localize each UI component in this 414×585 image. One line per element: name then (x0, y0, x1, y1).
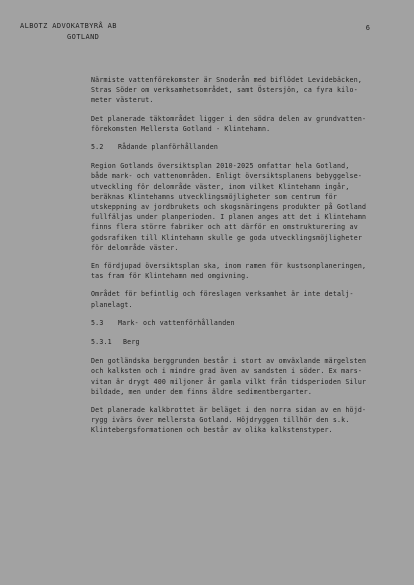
text-line: rygg ivärs över mellersta Gotland. Höjdryggen tillhör den s.k. (91, 416, 350, 425)
text-line: beräknas Klintehamns utvecklingsmöjligheter som centrum för (91, 192, 338, 201)
text-line: bildade, men under dem finns äldre sedimentbergarter. (91, 387, 312, 396)
text-line: och kalksten och i mindre grad även av sandsten i söder. Ex mars- (91, 367, 363, 376)
text-line: Stras Söder om verksamhetsområdet, samt Östersjön, ca fyra kilo- (91, 86, 358, 95)
text-line: Region Gotlands översiktsplan 2010-2025 omfattar hela Gotland, (91, 162, 350, 171)
document-body (91, 75, 381, 444)
text-line: Klintebergsformationen och består av olika kalkstenstyper. (91, 426, 333, 435)
text-line: vitan är drygt 400 miljoner år gamla vilkt från tidsperioden Silur (91, 377, 367, 386)
text-line: Närmiste vattenförekomster är Snoderån med biflödet Levidebäcken, (91, 76, 363, 84)
text-line: förekomsten Mellersta Gotland - Klintehamn. (91, 124, 271, 133)
text-line: utskeppning av jordbrukets och skogsnäringens produkter på Gotland (91, 203, 367, 212)
section-heading (91, 142, 381, 152)
letterhead (20, 22, 117, 41)
text-line: tas fram för Klintehamn med omgivning. (91, 272, 250, 281)
text-line: utveckling för delområde väster, inom vilket Klintehamn ingår, (91, 182, 350, 191)
paragraph (91, 75, 381, 106)
text-line: planelagt. (91, 300, 133, 309)
section-heading (91, 337, 381, 347)
text-line: meter västerut. (91, 96, 154, 105)
text-line: Den gotländska berggrunden består i stort av omväxlande märgelsten (91, 357, 367, 366)
section-number: 5.2 (91, 143, 104, 152)
paragraph (91, 114, 381, 134)
text-line: Området för befintlig och föreslagen verksamhet är inte detalj- (91, 290, 354, 299)
section-title: Mark- och vattenförhållanden (118, 318, 235, 327)
text-line: En fördjupad översiktsplan ska, inom ramen för kustsonplaneringen, (91, 262, 367, 271)
text-line: Det planerade kalkbrottet är beläget i den norra sidan av en höjd- (91, 406, 367, 415)
text-line: finns flera större fabriker och att därför en omstrukturering av (91, 223, 358, 232)
firm-name: ALBOTZ ADVOKATBYRÅ AB (20, 22, 117, 30)
text-line: fullfäljas under planperioden. I planen anges att det i Klintehamn (91, 213, 367, 222)
paragraph (91, 261, 381, 281)
paragraph (91, 405, 381, 436)
text-line: både mark- och vattenområden. Enligt översiktsplanens bebyggelse- (91, 172, 363, 181)
section-number: 5.3 (91, 318, 104, 327)
paragraph (91, 356, 381, 397)
text-line: för delområde väster. (91, 243, 179, 252)
paragraph (91, 289, 381, 309)
firm-subtitle: GOTLAND (67, 33, 100, 41)
section-number: 5.3.1 (91, 338, 112, 347)
section-title: Berg (123, 338, 140, 347)
section-title: Rådande planförhållanden (118, 143, 219, 152)
paragraph (91, 161, 381, 253)
page-number: 6 (365, 24, 370, 32)
section-heading (91, 318, 381, 328)
text-line: Det planerade täktområdet ligger i den södra delen av grundvatten- (91, 114, 367, 123)
text-line: godsrafiken till Klintehamn skulle ge goda utvecklingsmöjligheter (91, 233, 363, 242)
